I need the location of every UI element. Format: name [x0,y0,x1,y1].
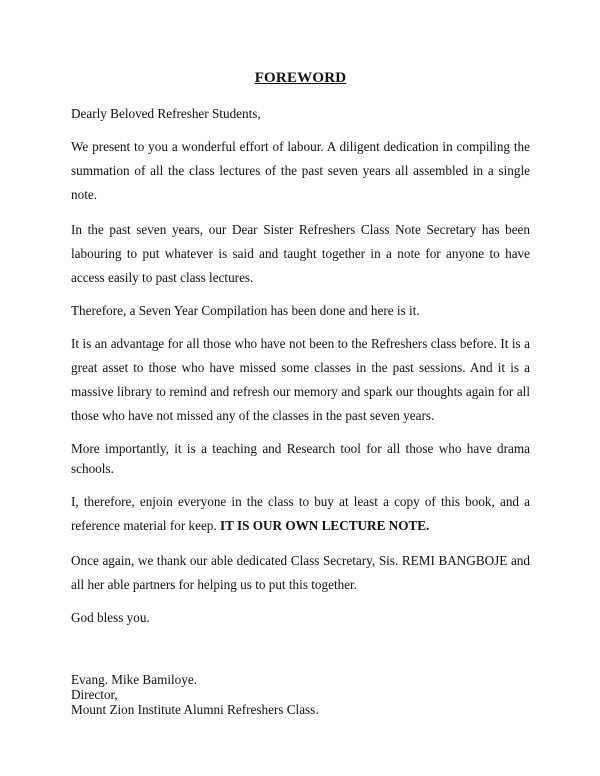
signature-name: Evang. Mike Bamiloye. [71,672,197,687]
paragraph-teaching-tool: More importantly, it is a teaching and Research tool for all those who have drama schools. [71,441,530,476]
paragraph-compilation: Therefore, a Seven Year Compilation has been done and here is it. [71,303,420,318]
paragraph-advantage: It is an advantage for all those who have not been to the Refreshers class before. It is a great asset to those who have missed some classes in the past sessions. And it is a massive library to remind and refresh our memory and spark our thoughts again for all those who have not missed any of the classes in the past seven years. [71,336,530,423]
signature-block [71,672,530,717]
salutation: Dearly Beloved Refresher Students, [71,106,261,121]
emphasis-lecture-note: IT IS OUR OWN LECTURE NOTE. [220,518,430,533]
paragraph-secretary: In the past seven years, our Dear Sister Refreshers Class Note Secretary has been labouring to put whatever is said and taught together in a note for anyone to have access easily to past class lectures. [71,222,530,285]
paragraph-intro: We present to you a wonderful effort of labour. A diligent dedication in compiling the summation of all the class lectures of the past seven years all assembled in a single note. [71,139,530,202]
page-title: FOREWORD [254,70,347,86]
signature-organization: Mount Zion Institute Alumni Refreshers Class. [71,702,319,717]
paragraph-blessing: God bless you. [71,610,150,625]
signature-role: Director, [71,687,118,702]
paragraph-thanks: Once again, we thank our able dedicated Class Secretary, Sis. REMI BANGBOJE and all her able partners for helping us to put this together. [71,553,530,592]
paragraph-enjoin [71,490,530,538]
enjoin-text: I, therefore, enjoin everyone in the class to buy at least a copy of this book, and a reference material for keep. [71,494,530,533]
